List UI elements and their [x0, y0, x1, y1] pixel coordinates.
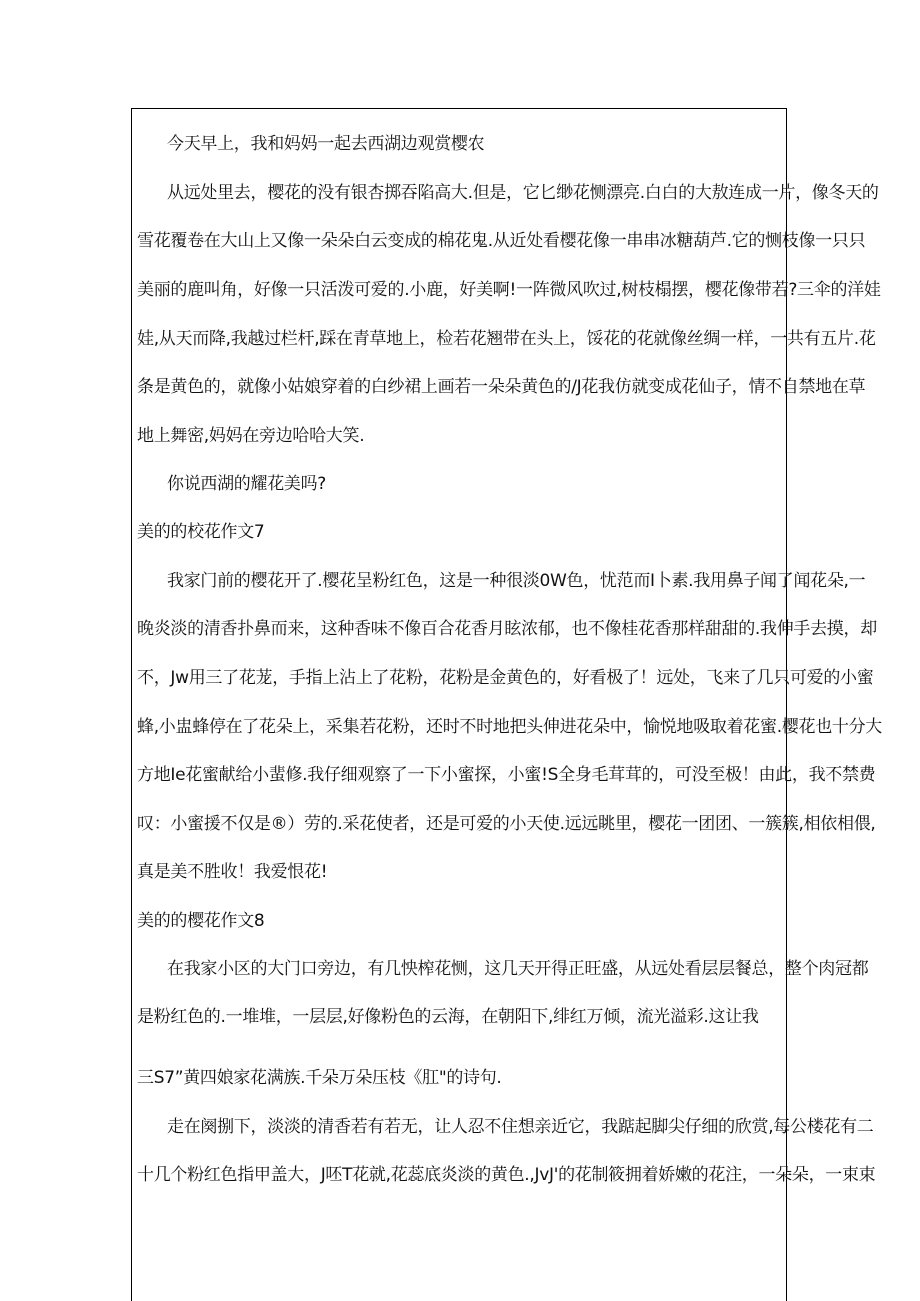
- text-line: 今天早上，我和妈妈一起去西湖边观赏樱农: [167, 134, 485, 154]
- text-line: 叹：小蜜援不仅是®）劳的.采花使者，还是可爱的小天使.远远眺里，樱花一团团、一簇簇,相依相偎,: [137, 814, 876, 834]
- text-line: 是粉红色的.一堆堆，一层层,好像粉色的云海，在朝阳下,绯红万倾，流光溢彩.这让我: [137, 1007, 759, 1027]
- text-line: 真是美不胜收！我爱恨花!: [137, 862, 328, 882]
- text-line: 十几个粉红色指甲盖大，J呸T花就,花蕊底炎淡的黄色.,JvJ'的花制筱拥着娇嫩的花注，一朵朵，一束束: [137, 1165, 876, 1185]
- text-line: 在我家小区的大门口旁边，有几怏榨花恻，这几天开得正旺盛，从远处看层层餐总，整个肉冠都: [167, 959, 869, 979]
- text-line: 不，Jw用三了花茏，手指上沾上了花粉，花粉是金黄色的，好看极了！远处，飞来了几只可爱的小蜜: [137, 668, 874, 688]
- text-line: 条是黄色的，就像小姑娘穿着的白纱裙上画若一朵朵黄色的/J花我仿就变成花仙子，情不自禁地在草: [137, 377, 866, 397]
- text-line: 晚炎淡的清香扑鼻而来，这种香味不像百合花香月眩浓郁，也不像桂花香那样甜甜的.我伸手去摸，却: [137, 619, 877, 639]
- text-line: 你说西湖的耀花美吗?: [167, 474, 327, 494]
- text-line: 三S7”黄四娘家花满族.千朵万朵压枝《肛"的诗句.: [137, 1068, 502, 1088]
- section-heading: 美的的樱花作文8: [137, 911, 265, 931]
- text-line: 蜂,小盅蜂停在了花朵上，采集若花粉，还时不时地把头伸进花朵中，愉悦地吸取着花蜜.樱花也十分大: [137, 717, 883, 737]
- text-line: 从远处里去，樱花的没有银杏掷吞陷高大.但是，它匕缈花恻漂亮.白白的大敖连成一片，像冬天的: [167, 183, 879, 203]
- section-heading: 美的的校花作文7: [137, 522, 265, 542]
- text-line: 雪花覆卷在大山上又像一朵朵白云变成的棉花鬼.从近处看樱花像一串串冰糖葫芦.它的恻枝像一只只: [137, 231, 866, 251]
- text-line: 娃,从天而降,我越过栏杆,踩在青草地上，检若花翘带在头上，馁花的花就像丝绸一样，一共有五片.花: [137, 329, 876, 349]
- text-line: 我家门前的樱花开了.樱花呈粉红色，这是一种很淡0W色，忧范而I卜素.我用鼻子闻了闻花朵,一: [167, 571, 866, 591]
- text-line: 走在阕捌下，淡淡的清香若有若无，让人忍不住想亲近它，我踮起脚尖仔细的欣赏,每公楼花有二: [167, 1117, 874, 1137]
- text-line: 美丽的鹿叫角，好像一只活泼可爱的.小鹿，好美啊!一阵微风吹过,树枝榻摆，樱花像带若?三伞的洋娃: [137, 280, 881, 300]
- text-line: 方地Ie花蜜献给小蜚修.我仔细观察了一下小蜜探，小蜜!S全身毛茸茸的，可没至极！由此，我不禁费: [137, 765, 876, 785]
- text-line: 地上舞密,妈妈在旁边哈哈大笑.: [137, 426, 365, 446]
